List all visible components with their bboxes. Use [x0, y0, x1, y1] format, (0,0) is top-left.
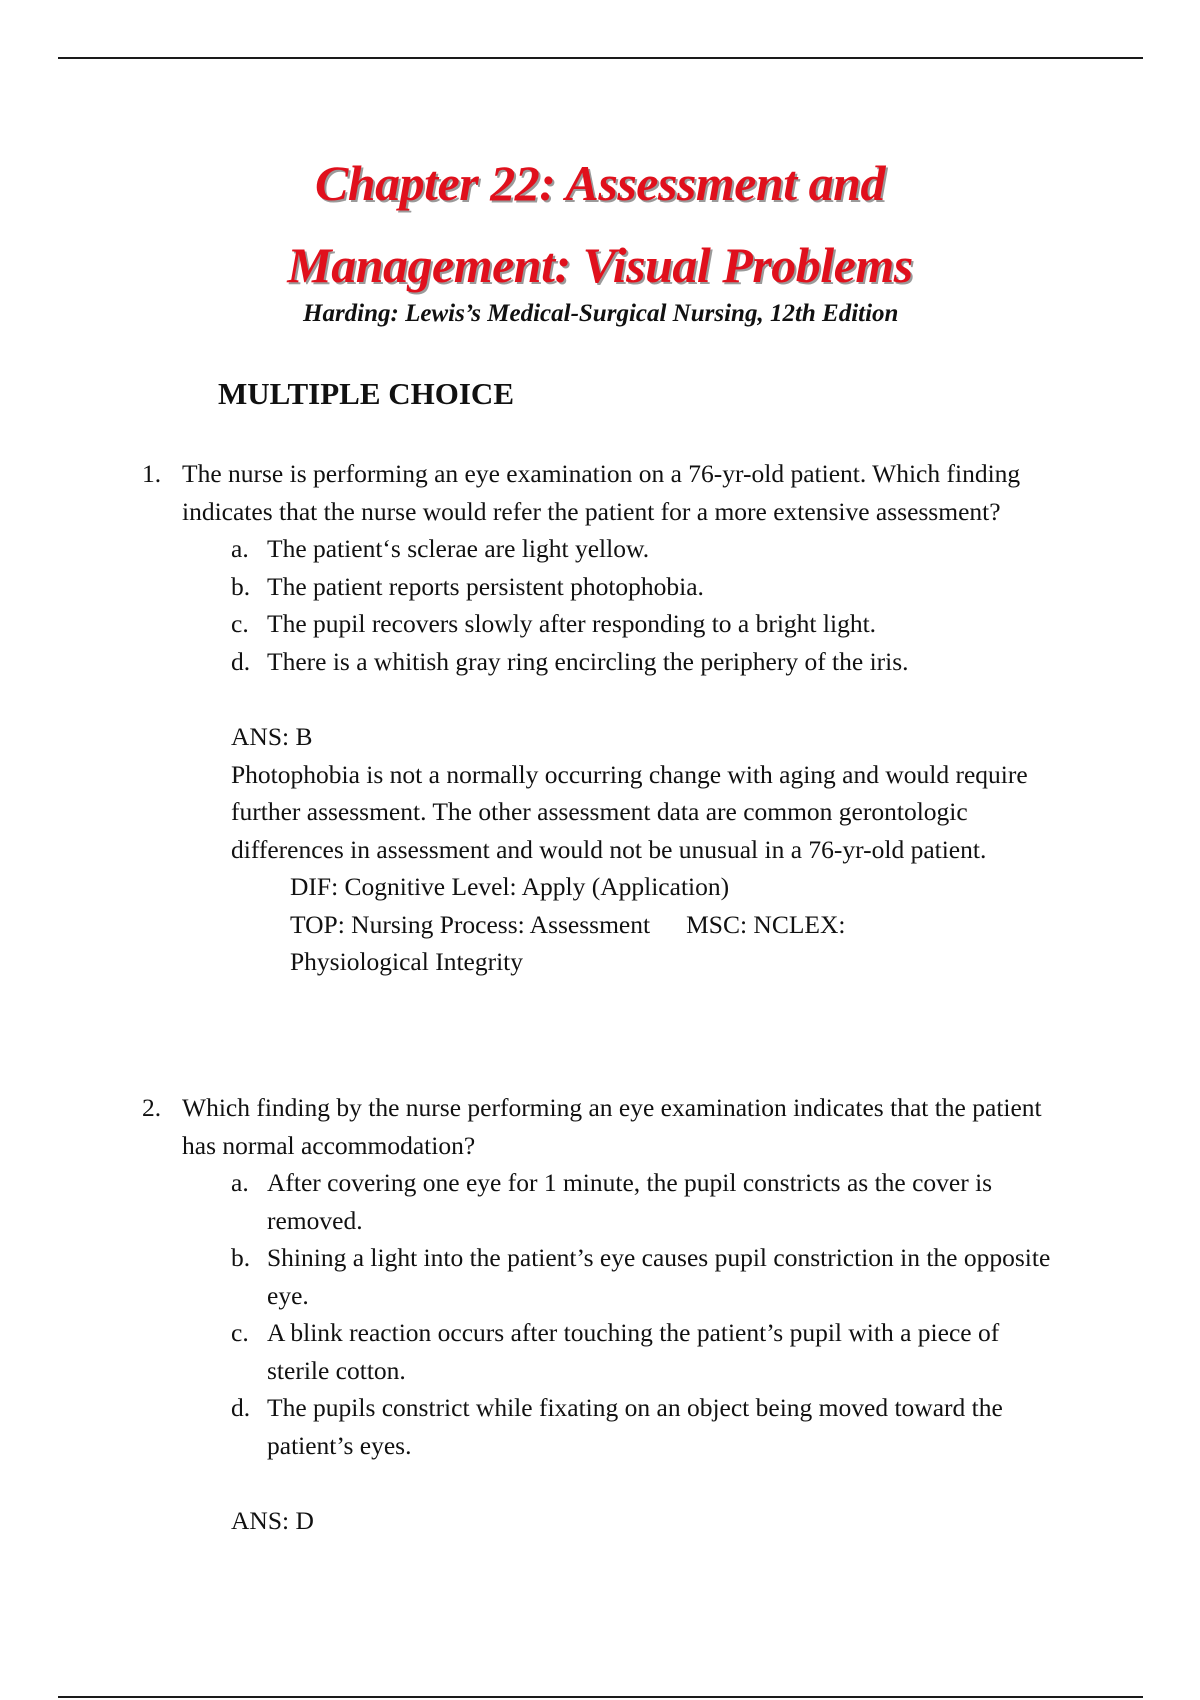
answer-key: ANS: B [231, 722, 313, 751]
difficulty-level: DIF: Cognitive Level: Apply (Application) [290, 872, 730, 901]
option-letter: b. [231, 571, 251, 601]
question-text: Which finding by the nurse performing an eye examination indicates that the patient has normal accommodation? [182, 1093, 1042, 1160]
msc-category-continued: Physiological Integrity [290, 947, 524, 976]
option-d [231, 643, 1057, 681]
option-a [231, 530, 1057, 568]
option-letter: c. [231, 1318, 249, 1347]
question-metadata [290, 868, 1057, 981]
option-d [231, 1389, 1057, 1464]
answer-rationale: Photophobia is not a normally occurring change with aging and would require further assessment. The other assessment data are common gerontologic differences in assessment and would not be unusual in a 76-yr-old patient. [231, 759, 1028, 864]
option-letter: b. [231, 1243, 251, 1272]
question-number: 2. [142, 1093, 162, 1122]
chapter-title-line-1: Chapter 22: Assessment and [315, 155, 885, 211]
question-1 [142, 455, 1057, 981]
option-a [231, 1164, 1057, 1239]
msc-category: MSC: NCLEX: [686, 909, 846, 939]
answer-key: ANS: D [231, 1506, 314, 1535]
answer-options [231, 1164, 1057, 1464]
question-text: The nurse is performing an eye examination on a 76-yr-old patient. Which finding indicates that the nurse would refer the patient for a more extensive assessment? [182, 459, 1021, 526]
section-heading: MULTIPLE CHOICE [218, 376, 514, 411]
question-number: 1. [142, 459, 162, 488]
option-c [231, 605, 1057, 643]
option-b [231, 568, 1057, 606]
option-letter: a. [231, 534, 249, 563]
book-subtitle: Harding: Lewis’s Medical-Surgical Nursing, 12th Edition [303, 300, 899, 327]
bottom-rule [58, 1696, 1143, 1698]
option-b [231, 1239, 1057, 1314]
option-letter: d. [231, 646, 251, 676]
top-rule [58, 57, 1143, 59]
option-c [231, 1314, 1057, 1389]
option-text: After covering one eye for 1 minute, the pupil constricts as the cover is removed. [267, 1168, 993, 1235]
option-letter: d. [231, 1393, 251, 1422]
option-text: The pupils constrict while fixating on an object being moved toward the patient’s eyes. [267, 1393, 1003, 1460]
option-text: There is a whitish gray ring encircling the periphery of the iris. [267, 646, 909, 676]
topic-msc-row [290, 906, 1057, 944]
chapter-title-line-2: Management: Visual Problems [287, 237, 913, 293]
topic: TOP: Nursing Process: Assessment [290, 909, 651, 939]
option-text: Shining a light into the patient’s eye causes pupil constriction in the opposite eye. [267, 1243, 1051, 1310]
option-letter: a. [231, 1168, 249, 1197]
option-text: The patient‘s sclerae are light yellow. [267, 534, 650, 563]
option-text: The pupil recovers slowly after responding to a bright light. [267, 609, 877, 638]
question-2 [142, 1089, 1057, 1540]
answer-options [231, 530, 1057, 680]
option-text: A blink reaction occurs after touching the patient’s pupil with a piece of sterile cotton. [267, 1318, 1000, 1385]
question-stem [142, 455, 1057, 530]
option-letter: c. [231, 609, 249, 638]
option-text: The patient reports persistent photophobia. [267, 571, 704, 601]
question-stem [142, 1089, 1057, 1164]
chapter-title [0, 142, 1200, 306]
